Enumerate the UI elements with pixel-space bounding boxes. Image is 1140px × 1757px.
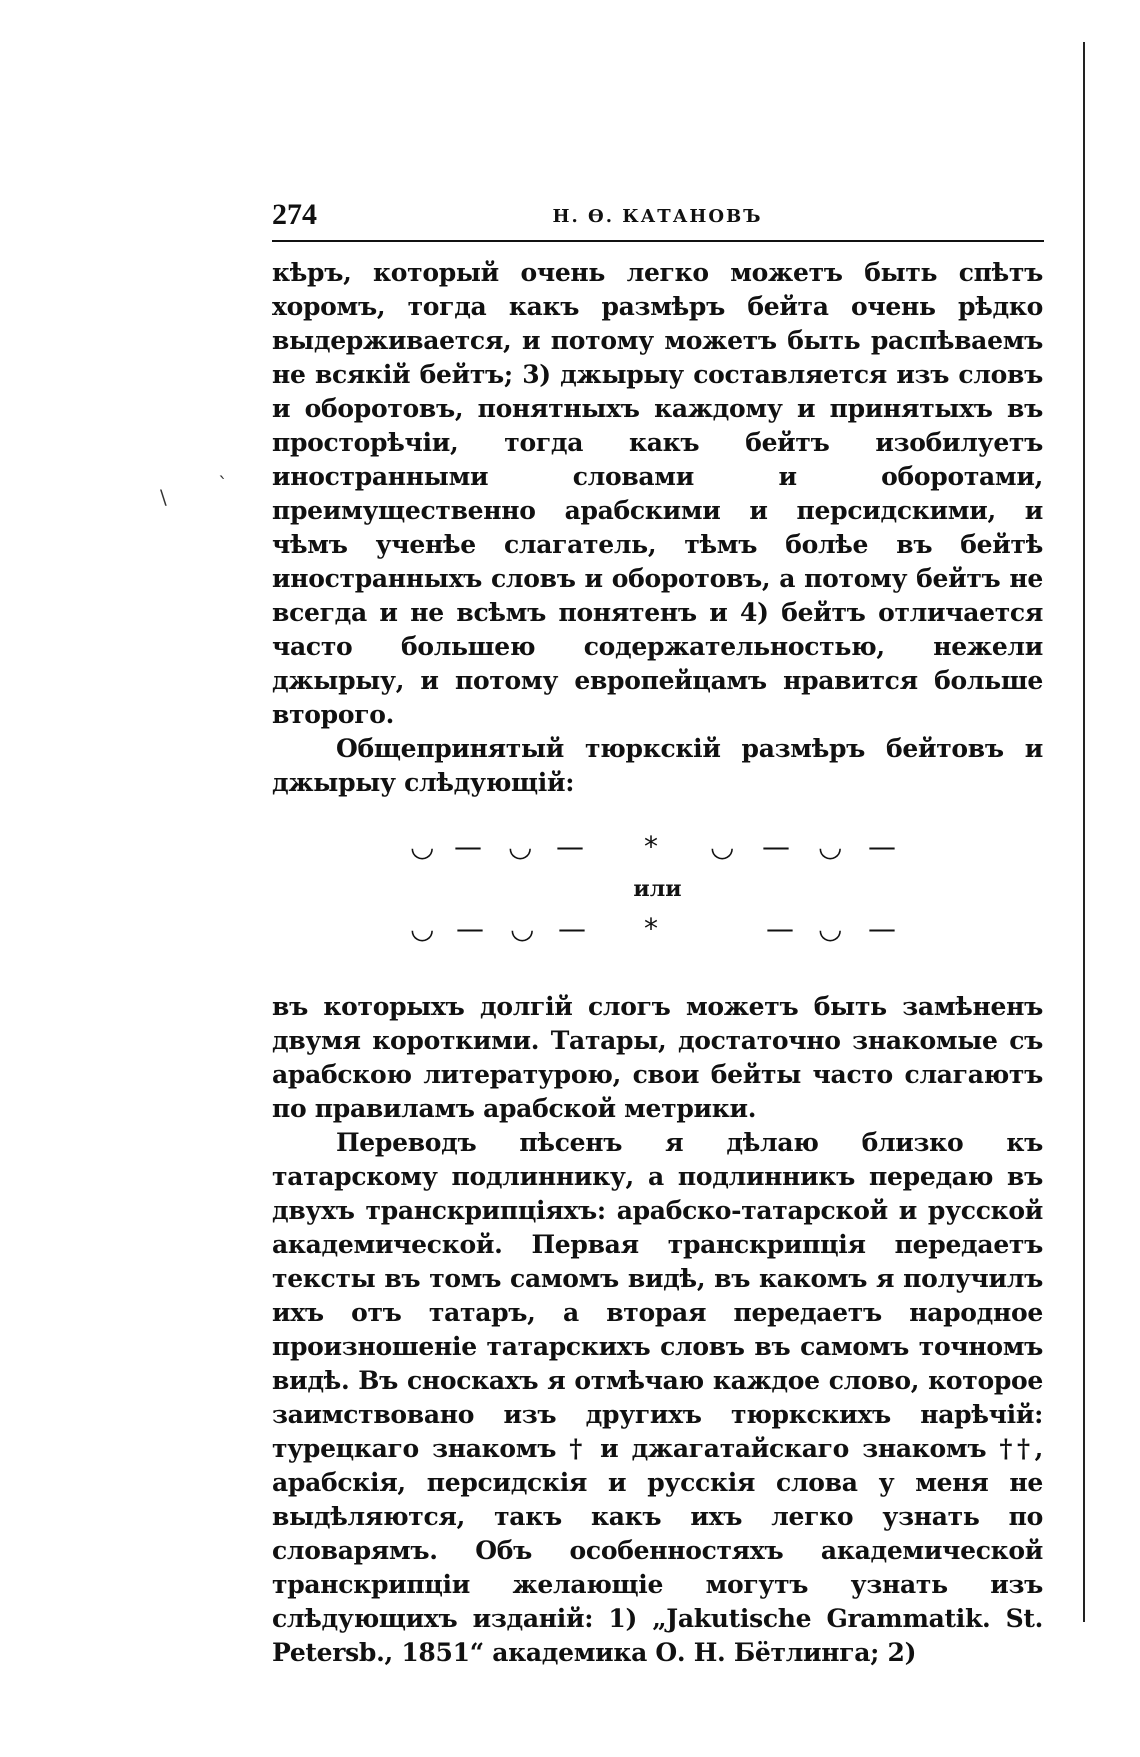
meter-separator: или [633, 876, 682, 902]
meter-long: — [454, 830, 482, 863]
meter-short: ◡ [710, 830, 735, 863]
body-text [272, 256, 1043, 1670]
page-header [272, 198, 1043, 240]
meter-caesura: * [644, 830, 658, 863]
meter-long: — [762, 830, 790, 863]
meter-short: ◡ [510, 912, 535, 945]
meter-short: ◡ [410, 830, 435, 863]
meter-long: — [868, 830, 896, 863]
meter-long: — [558, 912, 586, 945]
meter-short: ◡ [410, 912, 435, 945]
stray-mark-left-2: ` [218, 472, 228, 496]
meter-short: ◡ [818, 912, 843, 945]
header-rule [272, 240, 1044, 242]
paragraph-2: Общепринятый тюркскій размѣръ бейтовъ и джырыу слѣдующій: [272, 734, 1043, 797]
meter-line-1 [272, 830, 1043, 870]
page-number: 274 [272, 198, 317, 231]
running-head: Н. Ѳ. КАТАНОВЪ [552, 206, 763, 227]
meter-line-2 [272, 912, 1043, 952]
stray-mark-left: \ [160, 485, 167, 509]
meter-long: — [556, 830, 584, 863]
page-edge-rule [1083, 42, 1085, 1622]
meter-caesura: * [644, 912, 658, 945]
meter-long: — [456, 912, 484, 945]
paragraph-4: Переводъ пѣсенъ я дѣлаю близко къ татарскому подлиннику, а подлинникъ передаю въ двухъ транскрипціяхъ: арабско-татарской и русской академической. Первая транскрипція передаетъ тексты въ томъ самомъ видѣ, въ какомъ я получилъ ихъ отъ татаръ, а вторая передаетъ народное произношеніе татарскихъ словъ въ самомъ точномъ видѣ. Въ сноскахъ я отмѣчаю каждое слово, которое заимствовано изъ другихъ тюркскихъ нарѣчій: турецкаго знакомъ † и джагатайскаго знакомъ ††, арабскія, персидскія и русскія слова у меня не выдѣляются, такъ какъ ихъ легко узнать по словарямъ. Объ особенностяхъ академической транскрипціи желающіе могутъ узнать изъ слѣдующихъ изданій: 1) „Jakutische Grammatik. St. Petersb., 1851“ академика О. Н. Бётлинга; 2) [272, 1128, 1043, 1667]
meter-long: — [868, 912, 896, 945]
paragraph-3: въ которыхъ долгій слогъ можетъ быть замѣненъ двумя короткими. Татары, достаточно знакомые съ арабскою литературою, свои бейты часто слагаютъ по правиламъ арабской метрики. [272, 992, 1043, 1123]
meter-long: — [766, 912, 794, 945]
meter-short: ◡ [818, 830, 843, 863]
paragraph-1: кѣръ, который очень легко можетъ быть спѣтъ хоромъ, тогда какъ размѣръ бейта очень рѣдко выдерживается, и потому можетъ быть распѣваемъ не всякій бейтъ; 3) джырыу составляется изъ словъ и оборотовъ, понятныхъ каждому и принятыхъ въ просторѣчіи, тогда какъ бейтъ изобилуетъ иностранными словами и оборотами, преимущественно арабскими и персидскими, и чѣмъ ученѣе слагатель, тѣмъ болѣе въ бейтѣ иностранныхъ словъ и оборотовъ, а потому бейтъ не всегда и не всѣмъ понятенъ и 4) бейтъ отличается часто большею содержательностью, нежели джырыу, и потому европейцамъ нравится больше второго. [272, 258, 1043, 729]
meter-short: ◡ [508, 830, 533, 863]
meter-scheme [272, 830, 1043, 960]
